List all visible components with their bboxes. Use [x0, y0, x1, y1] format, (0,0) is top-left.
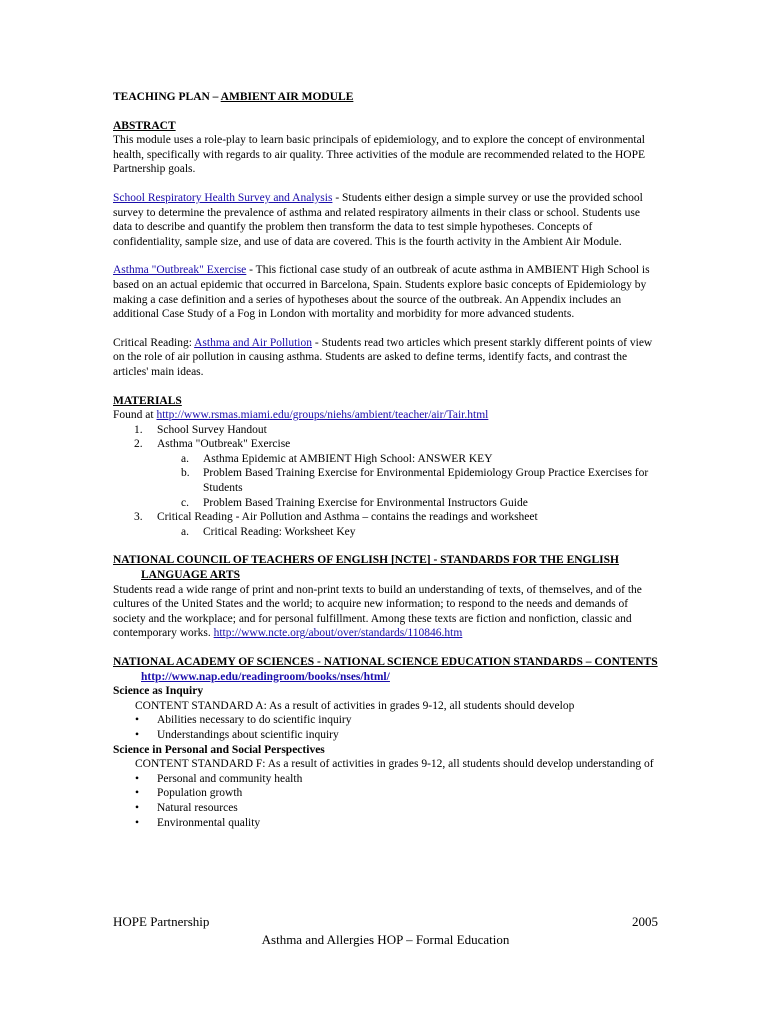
list-item: 2. Asthma "Outbreak" Exercise: [134, 438, 291, 451]
inquiry-bullets: [113, 713, 658, 742]
footer-left: HOPE Partnership: [113, 914, 210, 929]
critical-reading-link[interactable]: Asthma and Air Pollution: [194, 336, 312, 349]
footer-center: Asthma and Allergies HOP – Formal Education: [261, 932, 510, 947]
list-item: • Understandings about scientific inquiry: [135, 728, 339, 741]
list-item: • Abilities necessary to do scientific inquiry: [135, 714, 352, 727]
content-standard-f: CONTENT STANDARD F: As a result of activities in grades 9-12, all students should develop understanding of: [135, 758, 654, 771]
personal-social-bullets: [113, 772, 658, 830]
list-item: 1. School Survey Handout: [134, 423, 267, 436]
ncte-url-link[interactable]: http://www.ncte.org/about/over/standards/110846.htm: [213, 627, 463, 640]
module-name: AMBIENT AIR MODULE: [220, 91, 354, 103]
activity-survey: School Respiratory Health Survey and Analysis - Students either design a simple survey or use the provided school survey to determine the prevalence of asthma and related respiratory ailments in their class or school. Students use data to describe and quantify the problem then transform the data to test simple hypotheses. Concepts of confidentiality, sample size, and use of data are covered. This is the fourth activity in the Ambient Air Module.: [113, 191, 643, 248]
outbreak-link[interactable]: Asthma "Outbreak" Exercise: [113, 264, 247, 277]
document-page: [113, 90, 658, 830]
activity-outbreak: Asthma "Outbreak" Exercise - This fictional case study of an outbreak of acute asthma in AMBIENT High School is based on an actual epidemic that occurred in Barcelona, Spain. Students explore basic concepts of Epidemiology by making a case definition and a series of hypotheses about the source of the outbreak. An Appendix includes an additional Case Study of a Fog in London with mortality and morbidity for more advanced students.: [113, 264, 650, 321]
list-item: • Environmental quality: [135, 816, 261, 829]
list-item: c. Problem Based Training Exercise for Environmental Instructors Guide: [181, 496, 528, 509]
list-item: a. Critical Reading: Worksheet Key: [181, 525, 356, 538]
list-item: a. Asthma Epidemic at AMBIENT High School: ANSWER KEY: [181, 452, 493, 465]
materials-heading: MATERIALS: [113, 394, 182, 407]
abstract-heading: ABSTRACT: [113, 119, 176, 132]
ncte-text: Students read a wide range of print and non-print texts to build an understanding of texts, of themselves, and of the cultures of the United States and the world; to acquire new information; to respond to the needs and demands of society and the workplace; and for personal fulfillment. Among these texts are fiction and nonfiction, classic and contemporary works. http://www.ncte.org/about/over/standards/110846.htm: [113, 583, 642, 640]
list-item: • Personal and community health: [135, 772, 303, 785]
list-item: 3. Critical Reading - Air Pollution and Asthma – contains the readings and worksheet: [134, 511, 538, 524]
ncte-heading: NATIONAL COUNCIL OF TEACHERS OF ENGLISH [NCTE] - STANDARDS FOR THE ENGLISH LANGUAGE ARTS: [113, 554, 619, 582]
survey-link[interactable]: School Respiratory Health Survey and Analysis: [113, 191, 333, 204]
list-item: • Population growth: [135, 787, 243, 800]
list-item: • Natural resources: [135, 801, 238, 814]
page-title: TEACHING PLAN – AMBIENT AIR MODULE: [113, 91, 354, 103]
materials-list: [113, 423, 658, 540]
section-title-inquiry: Science as Inquiry: [113, 685, 204, 698]
list-item: b. Problem Based Training Exercise for Environmental Epidemiology Group Practice Exercises for Students: [181, 467, 649, 495]
content-standard-a: CONTENT STANDARD A: As a result of activities in grades 9-12, all students should develop: [135, 699, 575, 712]
abstract-text: This module uses a role-play to learn basic principals of epidemiology, and to explore the concept of environmental health, specifically with regards to air quality. Three activities of the module are recommended related to the HOPE Partnership goals.: [113, 134, 646, 176]
materials-found-at: Found at http://www.rsmas.miami.edu/groups/niehs/ambient/teacher/air/Tair.html: [113, 409, 489, 422]
nas-url-link[interactable]: http://www.nap.edu/readingroom/books/nses/html/: [141, 670, 390, 683]
footer-year: 2005: [632, 914, 658, 929]
section-title-personal-social: Science in Personal and Social Perspectives: [113, 743, 325, 756]
activity-critical-reading: Critical Reading: Asthma and Air Pollution - Students read two articles which present starkly different points of view on the role of air pollution in causing asthma. Students are asked to define terms, identify facts, and contrast the articles' main ideas.: [113, 336, 653, 378]
nas-heading: NATIONAL ACADEMY OF SCIENCES - NATIONAL SCIENCE EDUCATION STANDARDS – CONTENTS http://www.nap.edu/readingroom/books/nses/html/: [113, 656, 658, 683]
materials-url-link[interactable]: http://www.rsmas.miami.edu/groups/niehs/ambient/teacher/air/Tair.html: [156, 409, 489, 422]
